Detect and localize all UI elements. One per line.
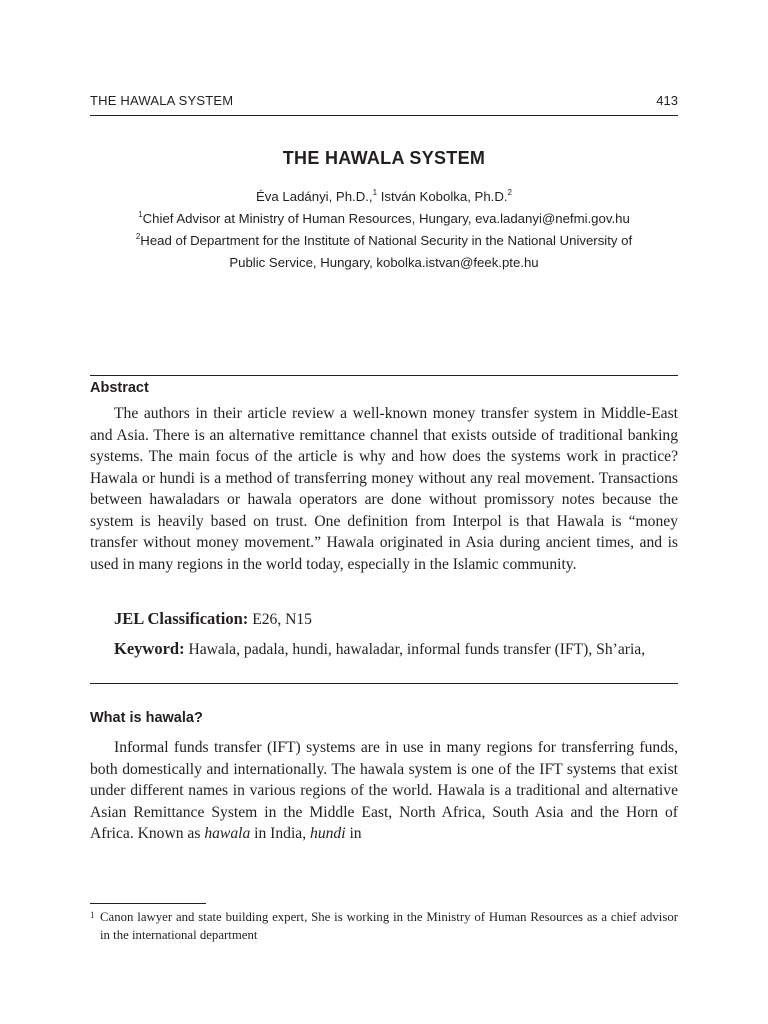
abstract-paragraph: The authors in their article review a well-known money transfer system in Middle-East and Asia. There is an alternative remittance channel that exists outside of traditional banking systems. The main focus of the article is why and how does the systems work in practice? Hawala or hundi is a method of transferring money without any real movement. Transactions between hawaladars or hawala operators are done without promissory notes because the system is heavily based on trust. One definition from Interpol is that Hawala is “money transfer without money movement.” Hawala originated in Asia during ancient times, and is used in many regions in the world today, especially in the Islamic community. (90, 405, 678, 573)
affiliation-1-text: Chief Advisor at Ministry of Human Resources, Hungary, eva.ladanyi@nefmi.gov.hu (142, 211, 630, 226)
keyword-value: Hawala, padala, hundi, hawaladar, informal funds transfer (IFT), Sh’aria, (184, 641, 646, 658)
keyword-label: Keyword: (114, 639, 185, 658)
affiliation-2-continued: Public Service, Hungary, kobolka.istvan@feek.pte.hu (229, 255, 539, 270)
abstract-heading: Abstract (90, 380, 149, 396)
jel-label: JEL Classification: (114, 609, 249, 628)
author-block (90, 186, 678, 274)
section-1-paragraph (90, 737, 678, 845)
term-hawala: hawala (204, 825, 251, 842)
footnote-rule (90, 903, 206, 904)
page-number: 413 (656, 93, 678, 108)
running-header (90, 93, 678, 116)
author-line (90, 186, 678, 208)
affiliation-1-mark: 1 (138, 210, 143, 219)
abstract-body (90, 403, 678, 575)
section-1-text-2: in India, (250, 825, 311, 842)
abstract-top-rule (90, 375, 678, 376)
section-1-text-1: Informal funds transfer (IFT) systems are in use in many regions for transferring funds, both domestically and internationally. The hawala system is one of the IFT systems that exist under different names in various regions of the world. Hawala is a traditional and alternative Asian Remittance System in the Middle East, North Africa, South Asia and the Horn of Africa. Known as (90, 739, 678, 842)
footnote-text: Canon lawyer and state building expert, She is working in the Ministry of Human Resources as a chief advisor in the international department (100, 910, 678, 942)
author-2: István Kobolka, Ph.D. (377, 189, 508, 204)
section-1-body (90, 737, 678, 845)
footnote-mark: 1 (90, 910, 95, 920)
paper-title: THE HAWALA SYSTEM (282, 148, 486, 168)
section-1-text-3: in (345, 825, 362, 842)
jel-value: E26, N15 (248, 611, 312, 628)
section-heading-what-is-hawala: What is hawala? (90, 710, 203, 726)
jel-classification (90, 608, 678, 631)
keywords (90, 638, 678, 661)
footnote-1 (90, 908, 678, 944)
author-1-mark: 1 (372, 188, 378, 197)
abstract-bottom-rule (90, 683, 678, 684)
author-2-mark: 2 (507, 188, 512, 197)
author-1: Éva Ladányi, Ph.D., (256, 189, 373, 204)
affiliation-2-line-1: Head of Department for the Institute of National Security in the National University of (140, 233, 633, 248)
affiliation-2 (90, 230, 678, 252)
paper-page (90, 0, 678, 1024)
term-hundi: hundi (310, 825, 346, 842)
running-title: THE HAWALA SYSTEM (90, 93, 234, 108)
affiliation-1 (90, 208, 678, 230)
affiliation-2-mark: 2 (135, 232, 141, 241)
